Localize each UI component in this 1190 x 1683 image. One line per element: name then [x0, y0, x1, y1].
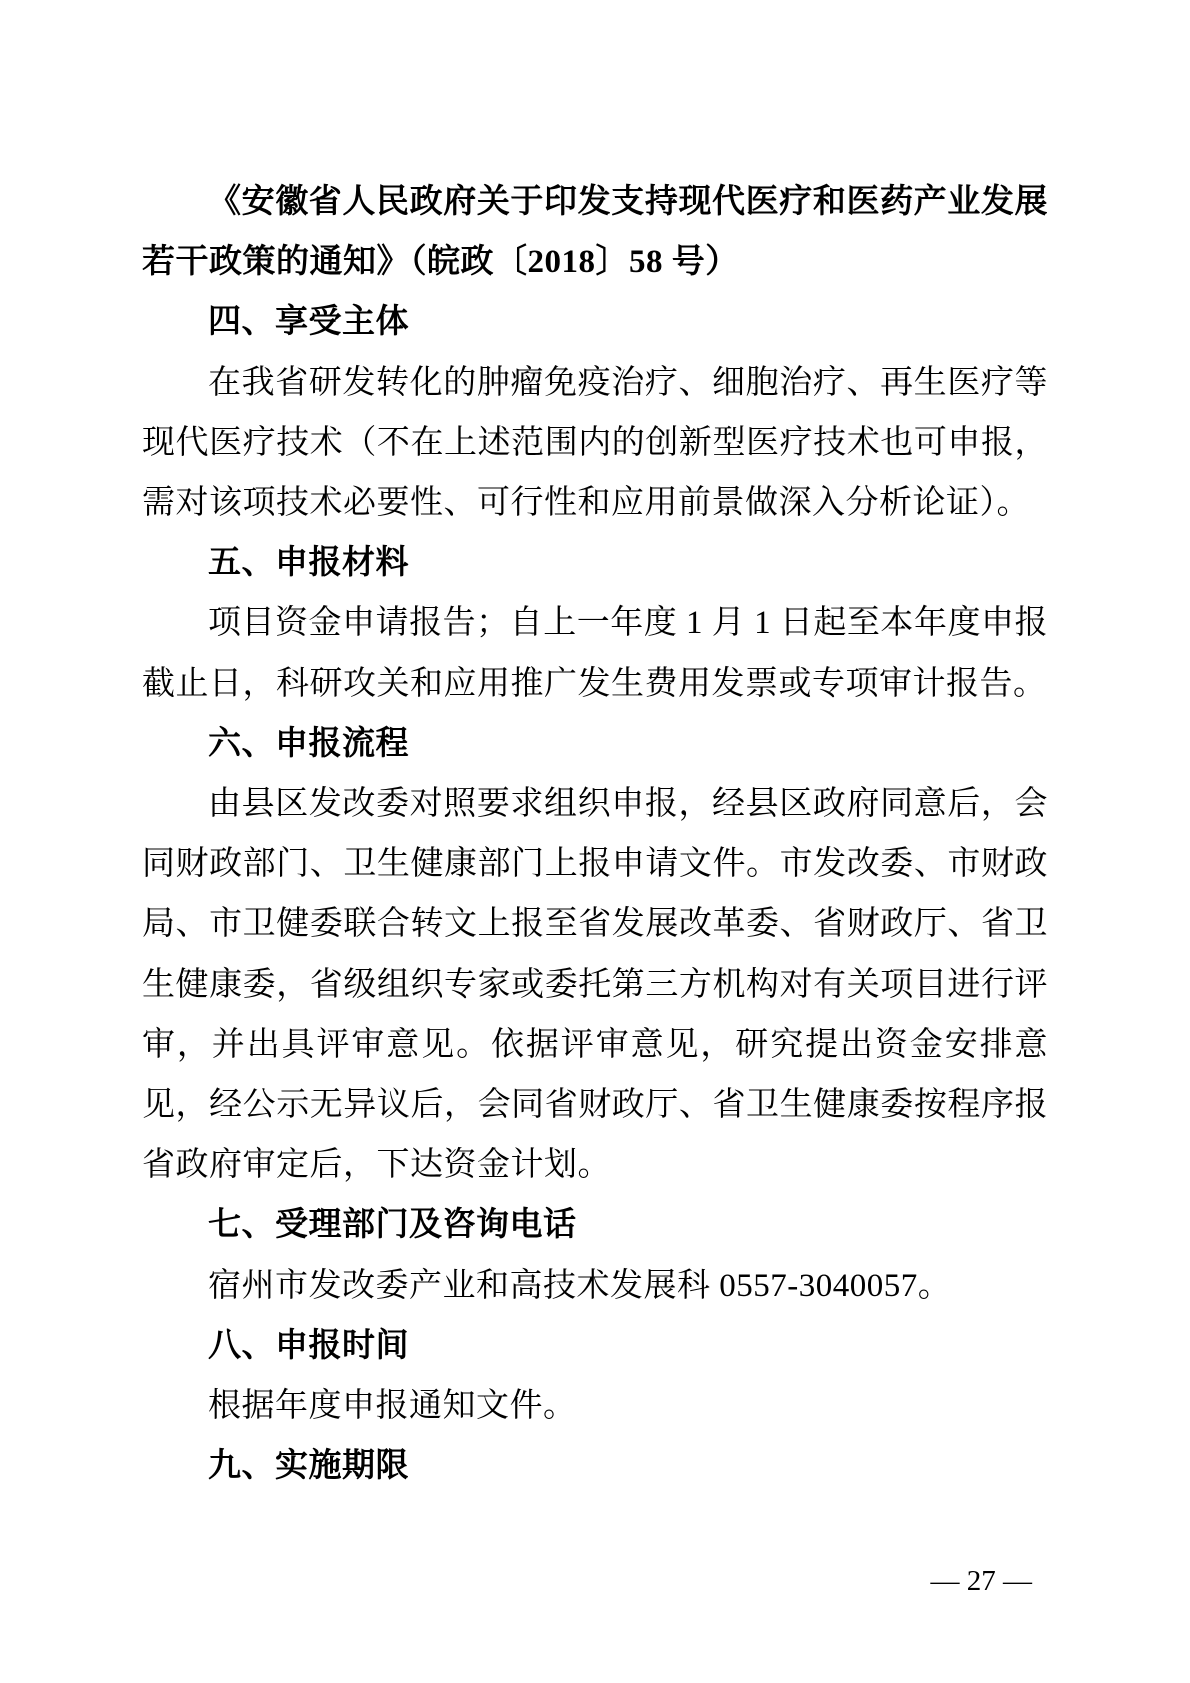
document-content [142, 172, 1048, 1496]
body-paragraph: 由县区发改委对照要求组织申报，经县区政府同意后，会同财政部门、卫生健康部门上报申请文件。市发改委、市财政局、市卫健委联合转文上报至省发展改革委、省财政厅、省卫生健康委，省级组织专家或委托第三方机构对有关项目进行评审，并出具评审意见。依据评审意见，研究提出资金安排意见，经公示无异议后，会同省财政厅、省卫生健康委按程序报省政府审定后，下达资金计划。 [142, 786, 1048, 1184]
page-footer [902, 1527, 1033, 1635]
page-number: — 27 — [930, 1565, 1032, 1597]
body-paragraph: 根据年度申报通知文件。 [208, 1388, 577, 1425]
section-heading: 七、受理部门及咨询电话 [208, 1207, 577, 1244]
section-heading: 五、申报材料 [208, 545, 409, 582]
section-heading: 八、申报时间 [208, 1327, 409, 1364]
reference-title: 《安徽省人民政府关于印发支持现代医疗和医药产业发展若干政策的通知》（皖政〔2018〕58 号） [142, 184, 1048, 281]
section-heading: 九、实施期限 [208, 1448, 409, 1485]
section-heading: 六、申报流程 [208, 725, 409, 762]
section-heading: 四、享受主体 [208, 304, 409, 341]
body-paragraph: 在我省研发转化的肿瘤免疫治疗、细胞治疗、再生医疗等现代医疗技术（不在上述范围内的创新型医疗技术也可申报，需对该项技术必要性、可行性和应用前景做深入分析论证）。 [142, 364, 1048, 522]
body-paragraph: 宿州市发改委产业和高技术发展科 0557-3040057。 [208, 1267, 952, 1304]
body-paragraph: 项目资金申请报告；自上一年度 1 月 1 日起至本年度申报截止日，科研攻关和应用推广发生费用发票或专项审计报告。 [142, 605, 1048, 702]
